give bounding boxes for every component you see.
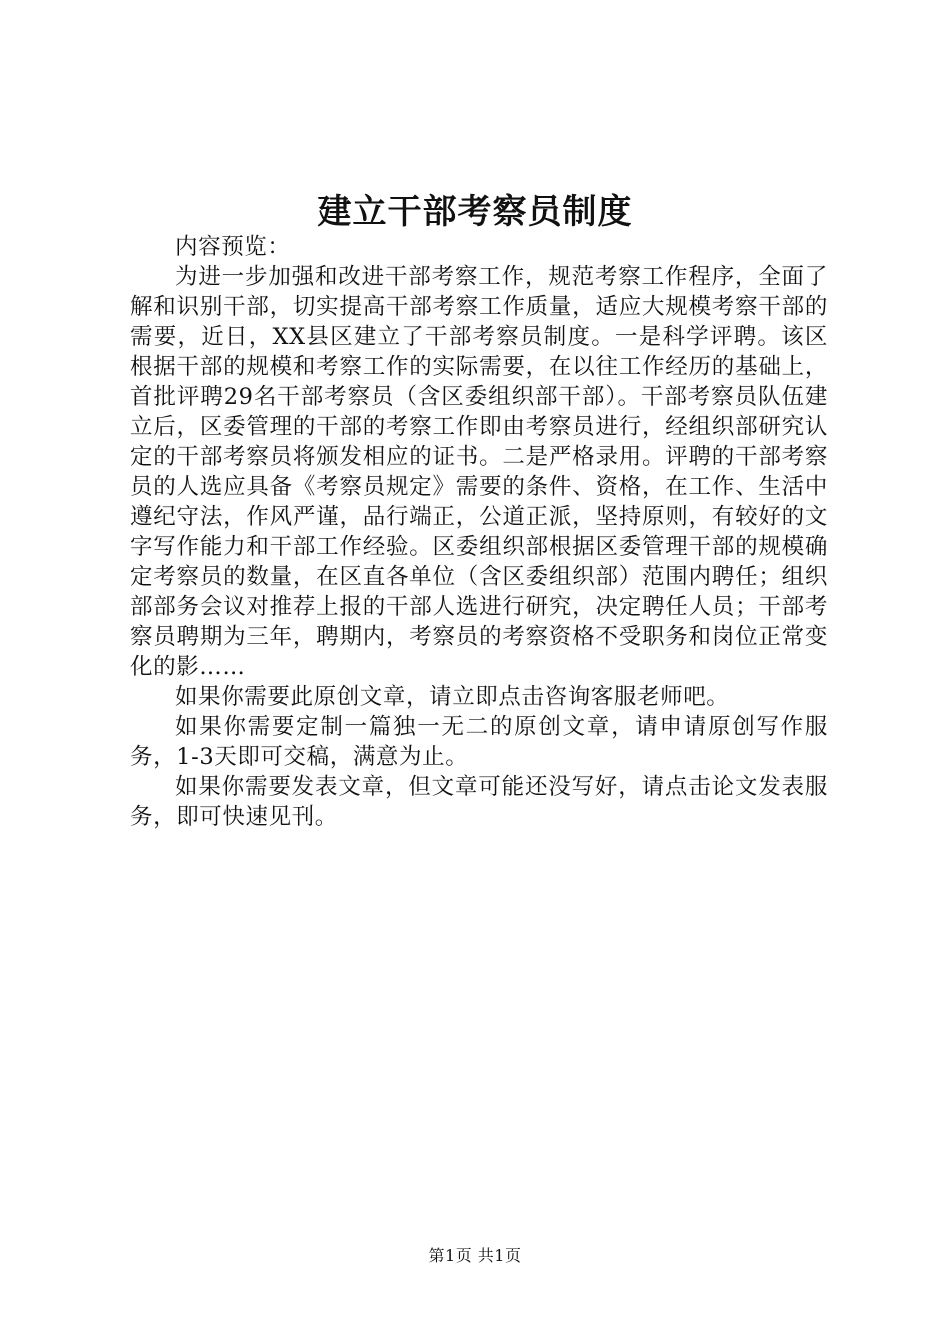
paragraph-consult-service: 如果你需要此原创文章，请立即点击咨询客服老师吧。 [175,684,730,710]
preview-label: 内容预览： [175,234,291,260]
page-footer: 第1页 共1页 [428,1246,522,1265]
paragraph-custom-writing: 如果你需要定制一篇独一无二的原创文章，请申请原创写作服务，1-3天即可交稿，满意为止。 [130,714,828,770]
paragraph-publishing-service: 如果你需要发表文章，但文章可能还没写好，请点击论文发表服务，即可快速见刊。 [130,774,828,830]
paragraph-preview-content: 为进一步加强和改进干部考察工作，规范考察工作程序，全面了解和识别干部，切实提高干部考察工作质量，适应大规模考察干部的需要，近日，XX县区建立了干部考察员制度。一是科学评聘。该区根据干部的规模和考察工作的实际需要，在以往工作经历的基础上，首批评聘29名干部考察员（含区委组织部干部）。干部考察员队伍建立后，区委管理的干部的考察工作即由考察员进行，经组织部研究认定的干部考察员将颁发相应的证书。二是严格录用。评聘的干部考察员的人选应具备《考察员规定》需要的条件、资格，在工作、生活中遵纪守法，作风严谨，品行端正，公道正派，坚持原则，有较好的文字写作能力和干部工作经验。区委组织部根据区委管理干部的规模确定考察员的数量，在区直各单位（含区委组织部）范围内聘任；组织部部务会议对推荐上报的干部人选进行研究，决定聘任人员；干部考察员聘期为三年，聘期内，考察员的考察资格不受职务和岗位正常变化的影…… [130,264,828,680]
page-title: 建立干部考察员制度 [317,192,633,232]
document-body [130,232,828,832]
